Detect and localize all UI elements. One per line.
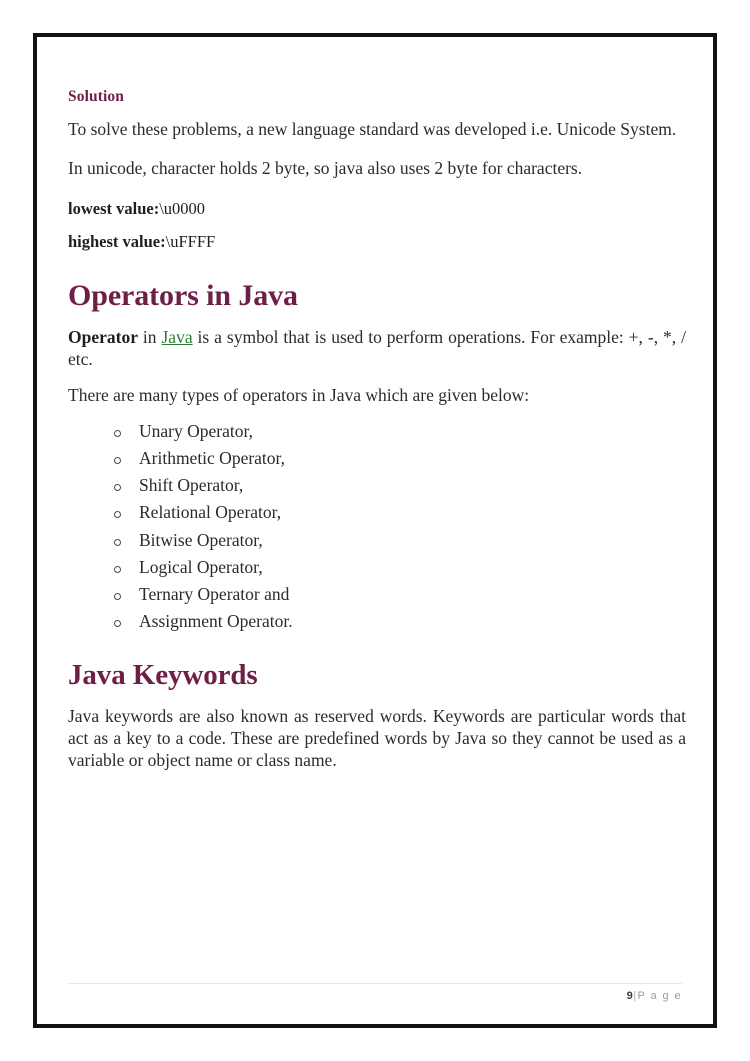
list-item: Ternary Operator and: [114, 581, 686, 608]
list-item: Relational Operator,: [114, 499, 686, 526]
highest-value-line: [68, 231, 686, 252]
page-number: 9: [626, 990, 634, 1002]
page-content-area: [37, 37, 713, 1024]
page-footer: [68, 983, 682, 1002]
list-item: Bitwise Operator,: [114, 527, 686, 554]
lowest-value-line: [68, 198, 686, 219]
operator-intro-before-link: in: [137, 327, 162, 348]
list-item: Logical Operator,: [114, 554, 686, 581]
highest-value-value: \uFFFF: [165, 232, 216, 252]
footer-page-indicator: [68, 990, 682, 1002]
operator-intro-after-link: is a symbol that is used to perform operations. For example: +, -, *, / etc.: [68, 327, 686, 370]
solution-paragraph-1: To solve these problems, a new language standard was developed i.e. Unicode System.: [68, 119, 677, 140]
list-item: Arithmetic Operator,: [114, 445, 686, 472]
list-item: Assignment Operator.: [114, 608, 686, 635]
list-item: Shift Operator,: [114, 472, 686, 499]
java-keywords-paragraph: Java keywords are also known as reserved words. Keywords are particular words that act as a key to a code. These are predefined words by Java so they cannot be used as a variable or object name or class name.: [68, 706, 686, 771]
highest-value-key: highest value:: [68, 232, 166, 252]
list-item: Unary Operator,: [114, 418, 686, 445]
footer-divider: [68, 983, 682, 984]
java-link[interactable]: Java: [161, 327, 193, 348]
java-keywords-heading: Java Keywords: [68, 659, 258, 692]
operators-heading: Operators in Java: [68, 278, 298, 312]
lowest-value-key: lowest value:: [68, 199, 160, 219]
document-body: [68, 88, 686, 772]
operators-list-intro: There are many types of operators in Java which are given below:: [68, 385, 530, 406]
solution-paragraph-2: In unicode, character holds 2 byte, so java also uses 2 byte for characters.: [68, 158, 583, 179]
footer-page-word: P a g e: [637, 990, 682, 1002]
page-border: [33, 33, 717, 1028]
footer-separator: |: [633, 990, 638, 1002]
operator-types-list: [68, 418, 686, 635]
operators-intro-paragraph: [68, 327, 686, 371]
lowest-value-value: \u0000: [159, 199, 206, 219]
solution-label: Solution: [68, 88, 124, 105]
operator-bold-term: Operator: [68, 327, 138, 348]
